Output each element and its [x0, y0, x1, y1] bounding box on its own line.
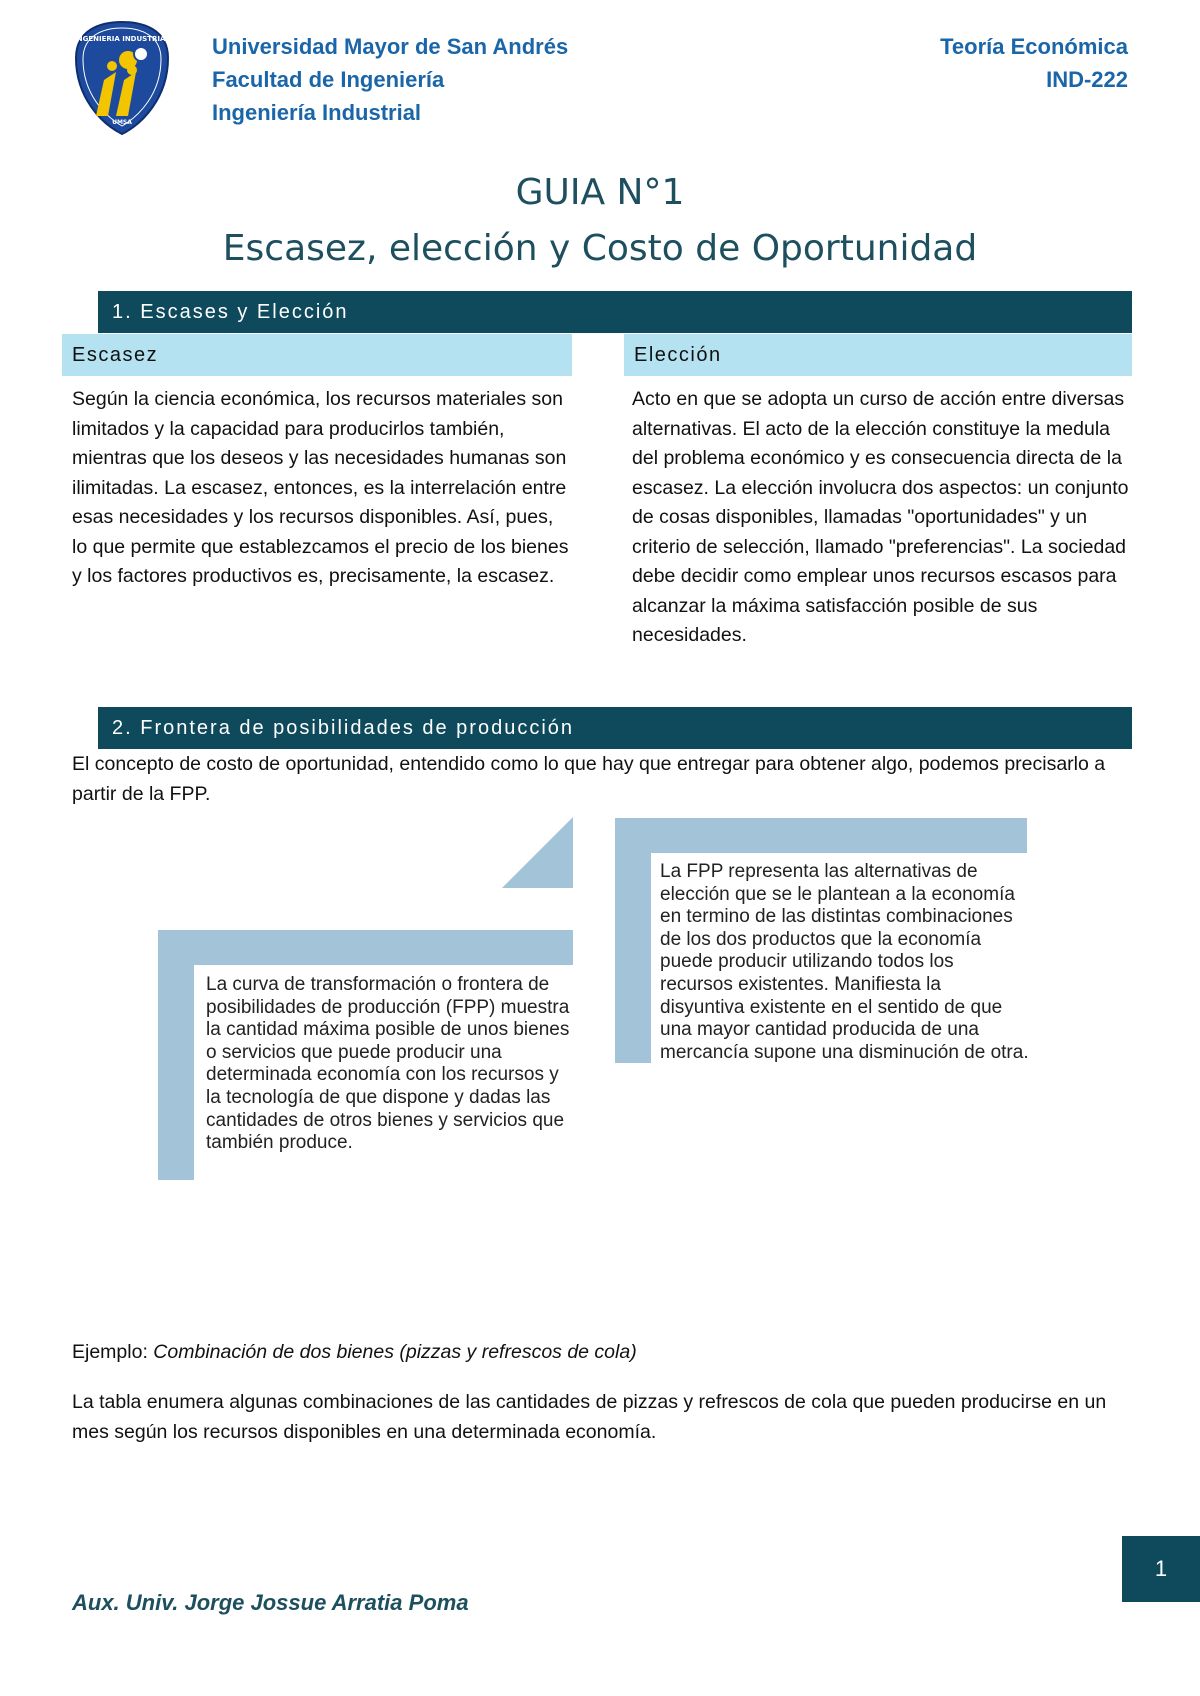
- faculty-name: Facultad de Ingeniería: [212, 67, 445, 92]
- example-description: La tabla enumera algunas combinaciones de las cantidades de pizzas y refrescos de cola que pueden producirse en un mes según los recursos disponibles en una determinada economía.: [72, 1391, 1107, 1443]
- guide-number-title: GUIA N°1: [515, 172, 685, 213]
- career-name: Ingeniería Industrial: [212, 100, 422, 125]
- umsa-ingenieria-logo: [72, 20, 172, 136]
- course-code: IND-222: [1046, 67, 1128, 92]
- section2-heading: 2. Frontera de posibilidades de producción: [98, 707, 1132, 749]
- section1-heading: 1. Escases y Elección: [98, 291, 1132, 333]
- fpp-definition-text: La curva de transformación o frontera de posibilidades de producción (FPP) muestra la cantidad máxima posible de unos bienes o servicios que puede producir una determinada economía con los recursos y la tecnología de que dispone y dadas las cantidades de otros bienes y servicios que también produce.: [206, 974, 570, 1154]
- guide-topic-title: Escasez, elección y Costo de Oportunidad: [222, 228, 978, 269]
- decorative-triangle: [502, 817, 573, 888]
- header-institution: [212, 30, 568, 129]
- course-name: Teoría Económica: [940, 34, 1128, 59]
- author-name: Aux. Univ. Jorge Jossue Arratia Poma: [72, 1590, 469, 1615]
- section2-intro: El concepto de costo de oportunidad, entendido como lo que hay que entregar para obtener algo, podemos precisarlo a partir de la FPP.: [72, 753, 1106, 805]
- eleccion-subheading: Elección: [624, 334, 1132, 376]
- escasez-paragraph: Según la ciencia económica, los recursos materiales son limitados y la capacidad para producirlos también, mientras que los deseos y las necesidades humanas son ilimitadas. La escasez, entonces, es la interrelación entre esas necesidades y los recursos disponibles. Así, pues, lo que permite que establezcamos el precio de los bienes y los factores productivos es, precisamente, la escasez.: [72, 388, 569, 587]
- university-name: Universidad Mayor de San Andrés: [212, 34, 569, 59]
- page-number: 1: [1122, 1536, 1200, 1602]
- fpp-representation-text: La FPP representa las alternativas de elección que se le plantean a la economía en termino de las distintas combinaciones de los dos productos que la economía puede producir utilizando todos los recursos existentes. Manifiesta la disyuntiva existente en el sentido de que una mayor cantidad producida de una mercancía supone una disminución de otra.: [660, 861, 1029, 1063]
- eleccion-paragraph: Acto en que se adopta un curso de acción entre diversas alternativas. El acto de la elección constituye la medula del problema económico y es consecuencia directa de la escasez. La elección involucra dos aspectos: un conjunto de cosas disponibles, llamadas "oportunidades" y un criterio de selección, llamado "preferencias". La sociedad debe decidir como emplear unos recursos escasos para alcanzar la máxima satisfacción posible de sus necesidades.: [632, 388, 1129, 646]
- logo-text: INGENIERIA INDUSTRIAL: [74, 35, 170, 43]
- example-label: Ejemplo:: [72, 1341, 154, 1363]
- logo-subtext: UMSA: [112, 119, 132, 126]
- example-title: Combinación de dos bienes (pizzas y refrescos de cola): [153, 1341, 637, 1363]
- escasez-subheading: Escasez: [62, 334, 572, 376]
- example-line: [72, 1338, 1142, 1368]
- header-course: [940, 30, 1128, 96]
